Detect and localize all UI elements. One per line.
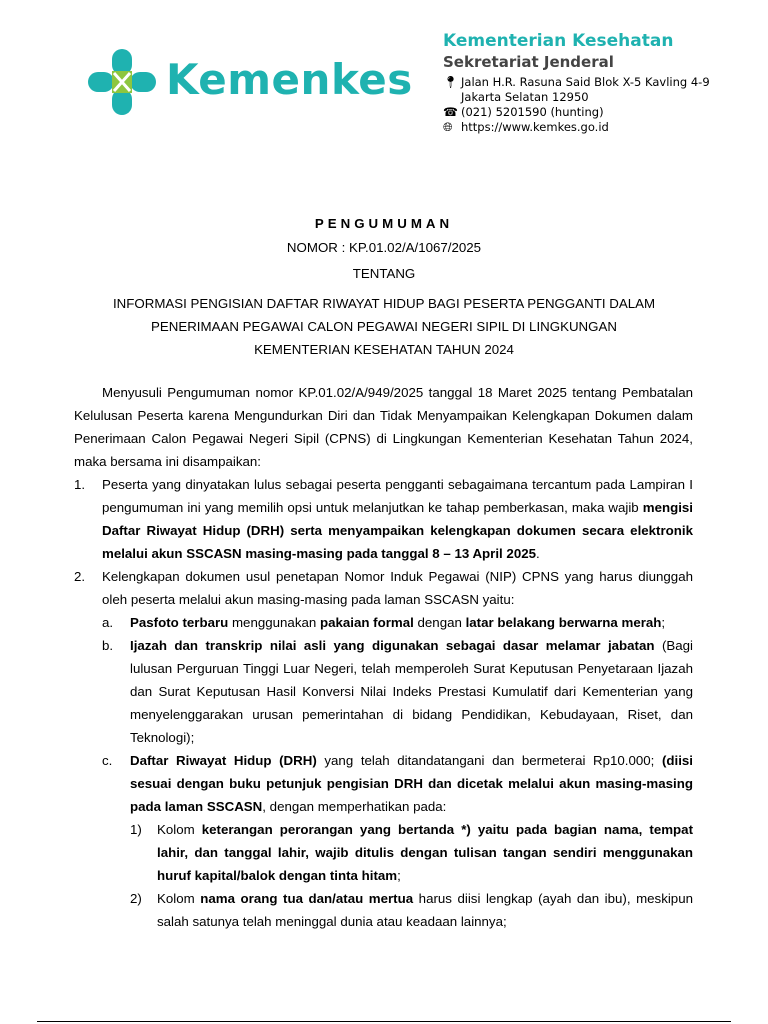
list-item-2 — [74, 565, 693, 933]
document-title: PENGUMUMAN — [314, 216, 454, 231]
sub-letter: a. — [102, 615, 114, 630]
item1-bold: mengisi Daftar Riwayat Hidup (DRH) serta menyampaikan kelengkapan dokumen secara elektronik melalui akun SSCASN masing-masing pada tanggal 8 – 13 April 2025 — [102, 500, 693, 561]
sub-number: 2) — [130, 891, 142, 906]
website-line — [443, 120, 763, 135]
c2-bold: nama orang tua dan/atau mertua — [200, 891, 414, 906]
phone-line — [443, 105, 763, 120]
b-bold: Ijazah dan transkrip nilai asli yang digunakan sebagai dasar melamar jabatan — [130, 638, 655, 653]
c1-bold: keterangan perorangan yang bertanda *) yaitu pada bagian nama, tempat lahir, dan tanggal lahir, wajib ditulis dengan tulisan tangan sendiri menggunakan huruf kapital/balok dengan tinta hitam — [157, 822, 694, 883]
subject-line-2: PENERIMAAN PEGAWAI CALON PEGAWAI NEGERI SIPIL DI LINGKUNGAN — [151, 319, 617, 334]
intro-paragraph: Menyusuli Pengumuman nomor KP.01.02/A/949/2025 tanggal 18 Maret 2025 tentang Pembatalan Kelulusan Peserta karena Mengundurkan Diri dan Tidak Menyampaikan Kelengkapan Dokumen dalam Penerimaan Calon Pegawai Negeri Sipil (CPNS) di Lingkungan Kementerian Kesehatan Tahun 2024, maka bersama ini disampaikan: — [74, 385, 693, 469]
website-link[interactable]: https://www.kemkes.go.id — [461, 120, 609, 134]
sub-item-a — [102, 611, 693, 634]
sub-letter: c. — [102, 753, 113, 768]
list-item-1 — [74, 473, 693, 565]
item2-text: Kelengkapan dokumen usul penetapan Nomor Induk Pegawai (NIP) CPNS yang harus diunggah oleh peserta melalui akun masing-masing pada laman SSCASN yaitu: — [102, 569, 693, 607]
a-text-2: dengan — [413, 615, 466, 630]
phone-number: (021) 5201590 (hunting) — [461, 105, 604, 119]
a-bold-1: Pasfoto terbaru — [130, 615, 229, 630]
sub-item-c — [102, 749, 693, 933]
c-bold-2: (diisi sesuai dengan buku petunjuk pengisian DRH dan dicetak melalui akun masing-masing pada laman SSCASN — [130, 753, 693, 814]
a-end: ; — [661, 615, 666, 630]
item1-end: . — [536, 546, 540, 561]
document-tentang: TENTANG — [352, 266, 416, 281]
c-text-2: , dengan memperhatikan pada: — [262, 799, 447, 814]
address-2: Jakarta Selatan 12950 — [461, 90, 589, 104]
kemenkes-logo — [88, 47, 413, 119]
c-bold-1: Daftar Riwayat Hidup (DRH) — [130, 753, 317, 768]
address-line — [443, 75, 763, 90]
location-pin-icon: 📍︎ — [443, 75, 459, 89]
c1-end: ; — [397, 868, 401, 883]
item1-text: Peserta yang dinyatakan lulus sebagai peserta pengganti sebagaimana tercantum pada Lampiran I pengumuman ini yang memilih opsi untuk melanjutkan ke tahap pemberkasan, maka wajib — [102, 477, 693, 515]
sub-number: 1) — [130, 822, 142, 837]
b-text: (Bagi lulusan Perguruan Tinggi Luar Negeri, telah memperoleh Surat Keputusan Penyetaraan Ijazah dan Surat Keputusan Hasil Konversi Nilai Indeks Prestasi Kumulatif dari Kementerian yang menyelenggarakan urusan pemerintahan di bidang Pendidikan, Kebudayaan, Riset, dan Teknologi); — [130, 638, 693, 745]
sub-item-b — [102, 634, 693, 749]
sub-item-c-1 — [130, 818, 693, 887]
subject-line-1: INFORMASI PENGISIAN DAFTAR RIWAYAT HIDUP BAGI PESERTA PENGGANTI DALAM — [112, 296, 656, 311]
phone-icon: ☎ — [443, 105, 458, 119]
list-number: 2. — [74, 569, 86, 584]
page-divider — [37, 1021, 731, 1022]
c-text-1: yang telah ditandatangani dan bermeterai Rp10.000; — [316, 753, 662, 768]
c2-text: Kolom — [157, 891, 201, 906]
letterhead-info — [443, 30, 763, 135]
document-number: NOMOR : KP.01.02/A/1067/2025 — [286, 240, 482, 255]
sub-letter: b. — [102, 638, 114, 653]
sub-item-c-2 — [130, 887, 693, 933]
a-text-1: menggunakan — [228, 615, 320, 630]
ministry-name: Kementerian Kesehatan — [443, 31, 674, 51]
subject-line-3: KEMENTERIAN KESEHATAN TAHUN 2024 — [254, 342, 514, 357]
document-body — [74, 381, 693, 933]
c2-end: harus diisi lengkap (ayah dan ibu), meskipun salah satunya telah meninggal dunia atau keadaan lainnya; — [157, 891, 693, 929]
c1-text: Kolom — [157, 822, 202, 837]
globe-icon: 🌐︎ — [443, 120, 453, 134]
kemenkes-logo-mark-icon — [88, 47, 158, 117]
document-subject — [40, 292, 728, 361]
address-1: Jalan H.R. Rasuna Said Blok X-5 Kavling 4-9 — [461, 75, 710, 89]
a-bold-3: latar belakang berwarna merah — [465, 615, 662, 630]
secretariat-name: Sekretariat Jenderal — [443, 53, 614, 71]
logo-wordmark: Kemenkes — [166, 55, 413, 104]
a-bold-2: pakaian formal — [319, 615, 414, 630]
list-number: 1. — [74, 477, 86, 492]
